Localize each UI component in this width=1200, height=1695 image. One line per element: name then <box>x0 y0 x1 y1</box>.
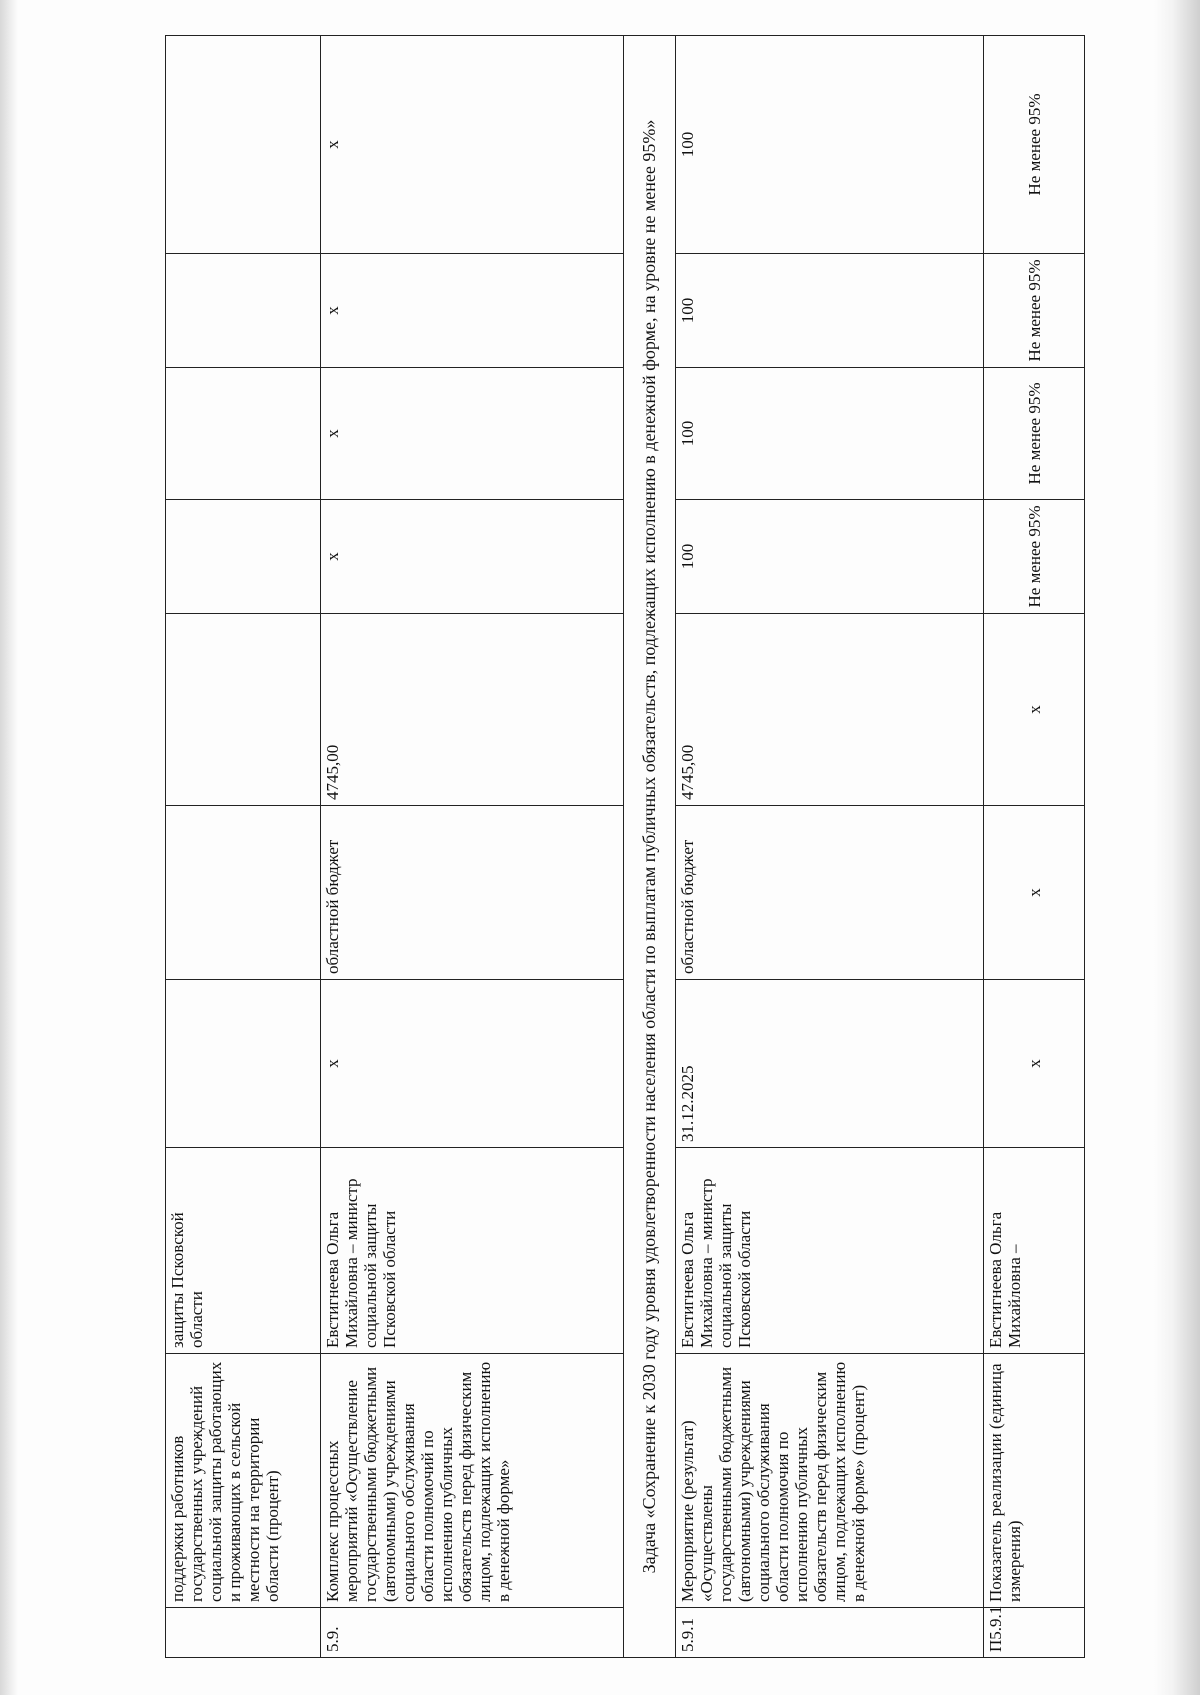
year-value <box>166 254 321 368</box>
measures-table <box>165 35 1085 1658</box>
year-value: 100 <box>676 254 984 368</box>
deadline: х <box>321 980 624 1148</box>
funding-total: 4745,00 <box>676 614 984 806</box>
responsible-person: защиты Псковской области <box>166 1148 321 1354</box>
year-value: х <box>321 500 624 614</box>
scan-edge-left <box>0 0 18 1695</box>
row-number: 5.9. <box>321 1608 624 1658</box>
rotated-table-container <box>165 36 1085 1658</box>
measure-name: Комплекс процессных мероприятий «Осуществление государственными бюджетными (автономными) учреждениями социального обслуживания области полномочий по исполнению публичных обязательств перед физическим лицом, подлежащих исполнению в денежной форме» <box>321 1354 624 1608</box>
measure-name: Показатель реализации (единица измерения) <box>984 1354 1085 1608</box>
scan-edge-right <box>1154 0 1200 1695</box>
responsible-person: Евстигнеева Ольга Михайловна – министр социальной защиты Псковской области <box>321 1148 624 1354</box>
year-value <box>166 36 321 254</box>
table-row <box>166 36 321 1658</box>
task-heading: Задача «Сохранение к 2030 году уровня удовлетворенности населения области по выплатам публичных обязательств, подлежащих исполнению в денежной форме, на уровне не менее 95%» <box>624 36 676 1658</box>
year-value: х <box>321 254 624 368</box>
funding-total: 4745,00 <box>321 614 624 806</box>
year-value: х <box>321 36 624 254</box>
deadline <box>166 980 321 1148</box>
funding-source: областной бюджет <box>676 806 984 980</box>
table-row <box>984 36 1085 1658</box>
year-value: Не менее 95% <box>984 36 1085 254</box>
deadline: 31.12.2025 <box>676 980 984 1148</box>
row-number: П5.9.1 <box>984 1608 1085 1658</box>
row-number <box>166 1608 321 1658</box>
year-value: Не менее 95% <box>984 500 1085 614</box>
funding-source: областной бюджет <box>321 806 624 980</box>
row-number: 5.9.1 <box>676 1608 984 1658</box>
year-value: Не менее 95% <box>984 368 1085 500</box>
task-row <box>624 36 676 1658</box>
year-value: 100 <box>676 368 984 500</box>
measure-name: поддержки работников государственных учреждений социальной защиты работающих и проживающих в сельской местности на территории области (процент) <box>166 1354 321 1608</box>
year-value <box>166 368 321 500</box>
funding-source: х <box>984 806 1085 980</box>
funding-total <box>166 614 321 806</box>
table-row <box>321 36 624 1658</box>
year-value <box>166 500 321 614</box>
funding-total: х <box>984 614 1085 806</box>
year-value: 100 <box>676 500 984 614</box>
responsible-person: Евстигнеева Ольга Михайловна – министр социальной защиты Псковской области <box>676 1148 984 1354</box>
year-value: х <box>321 368 624 500</box>
deadline: х <box>984 980 1085 1148</box>
responsible-person: Евстигнеева Ольга Михайловна – <box>984 1148 1085 1354</box>
measure-name: Мероприятие (результат) «Осуществлены государственными бюджетными (автономными) учреждениями социального обслуживания области полномочия по исполнению публичных обязательств перед физическим лицом, подлежащих исполнению в денежной форме» (процент) <box>676 1354 984 1608</box>
funding-source <box>166 806 321 980</box>
table-row <box>676 36 984 1658</box>
year-value: Не менее 95% <box>984 254 1085 368</box>
year-value: 100 <box>676 36 984 254</box>
